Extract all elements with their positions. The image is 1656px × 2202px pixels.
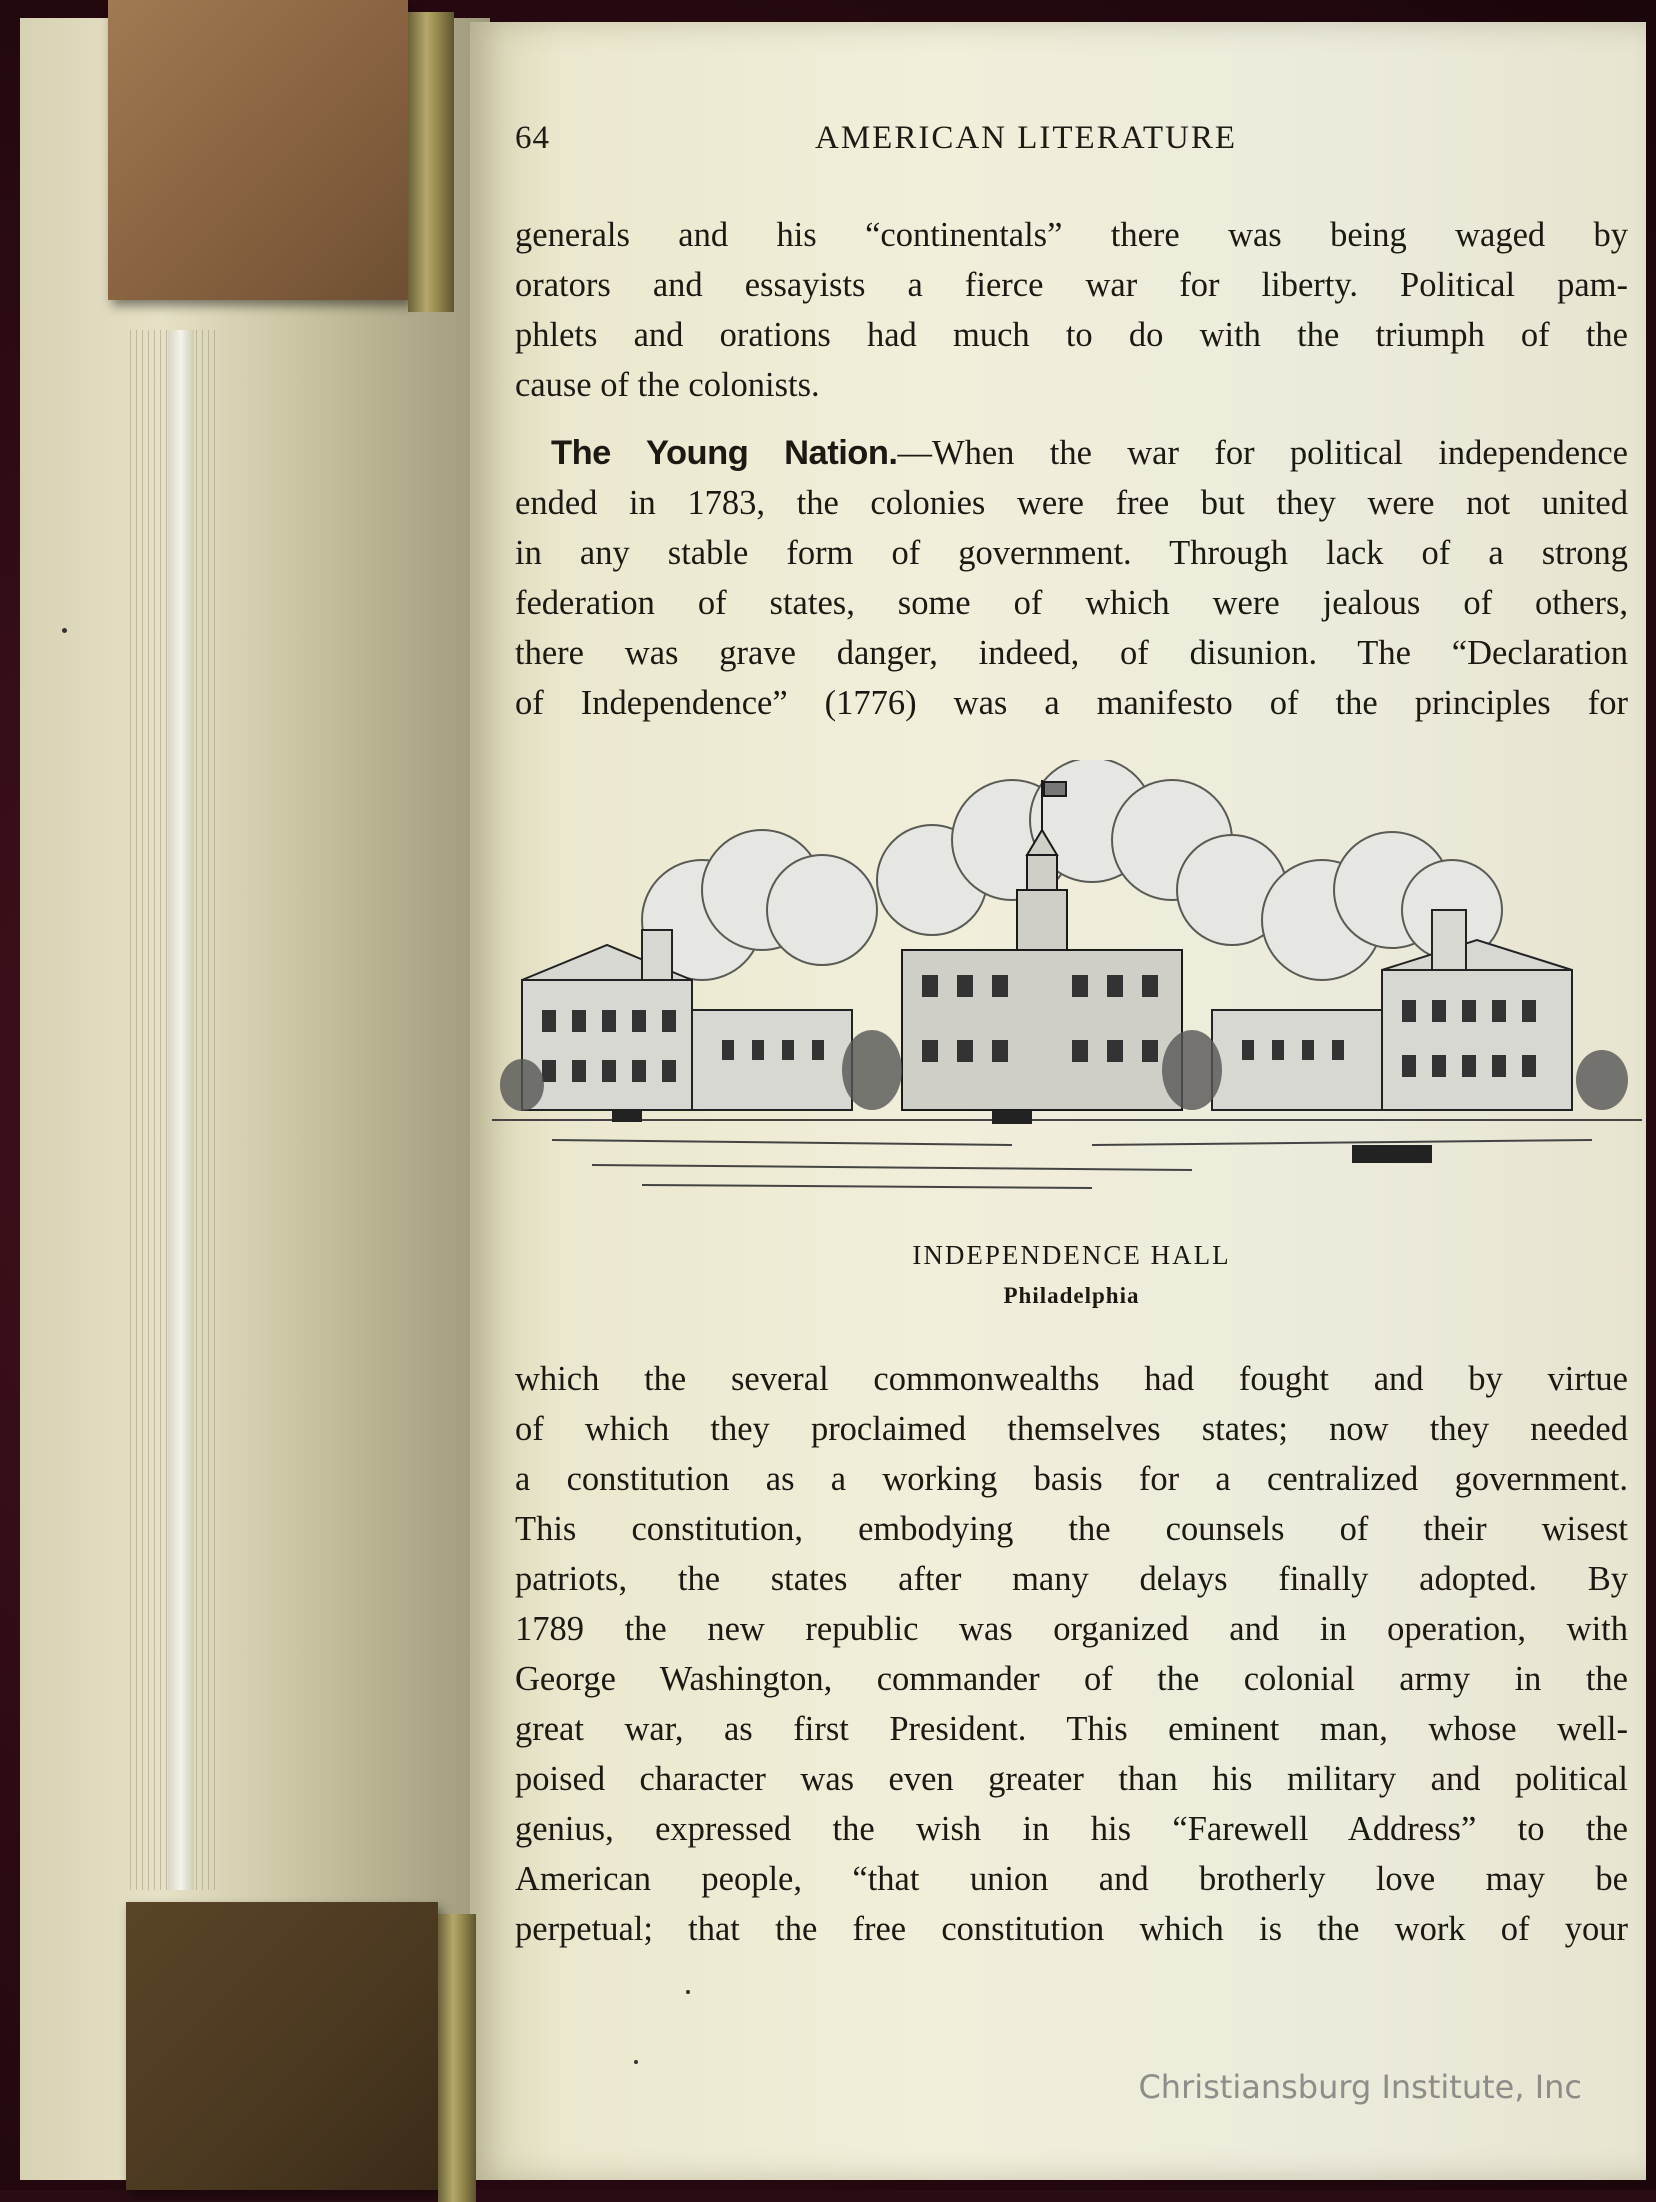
text-line: generals and his “continentals” there was being waged by [515, 216, 1628, 254]
watermark: Christiansburg Institute, Inc [1138, 2068, 1582, 2106]
text-line: a constitution as a working basis for a centralized government. [515, 1460, 1628, 1498]
book-page-stack [20, 18, 490, 2180]
text-line: George Washington, commander of the colonial army in the [515, 1660, 1628, 1698]
page-number: 64 [515, 120, 550, 156]
text-line: American people, “that union and brotherly love may be [515, 1860, 1628, 1898]
text-line: genius, expressed the wish in his “Farewell Address” to the [515, 1810, 1628, 1848]
text-line: federation of states, some of which were jealous of others, [515, 584, 1628, 622]
text-line: there was grave danger, indeed, of disunion. The “Declaration [515, 634, 1628, 672]
text-line: 1789 the new republic was organized and in operation, with [515, 1610, 1628, 1648]
text-line: great war, as first President. This eminent man, whose well- [515, 1710, 1628, 1748]
text-line: ended in 1783, the colonies were free but they were not united [515, 484, 1628, 522]
text-line: poised character was even greater than his military and political [515, 1760, 1628, 1798]
book-weight-bottom [126, 1902, 438, 2190]
paragraph-2 [515, 428, 1628, 728]
text-line: of which they proclaimed themselves states; now they needed [515, 1410, 1628, 1448]
text-line [515, 428, 1628, 478]
book-title: AMERICAN LITERATURE [815, 120, 1238, 156]
section-heading: The Young Nation. [551, 434, 898, 472]
text-line-rest: —When the war for political independence [897, 434, 1628, 472]
text-line: This constitution, embodying the counsels of their wisest [515, 1510, 1628, 1548]
running-head [515, 120, 1635, 170]
text-line: patriots, the states after many delays finally adopted. By [515, 1560, 1628, 1598]
text-line: phlets and orations had much to do with the triumph of the [515, 316, 1628, 354]
page-edge-strip [168, 330, 194, 1890]
text-line: of Independence” (1776) was a manifesto of the principles for [515, 684, 1628, 722]
text-line: which the several commonwealths had fought and by virtue [515, 1360, 1628, 1398]
text-line: orators and essayists a fierce war for liberty. Political pam- [515, 266, 1628, 304]
text-line: in any stable form of government. Through lack of a strong [515, 534, 1628, 572]
illustration-caption-subtitle: Philadelphia [1003, 1283, 1140, 1308]
paragraph-3 [515, 1354, 1628, 1954]
carriages [612, 1110, 1432, 1163]
book-weight-top [108, 0, 408, 300]
speck [686, 1990, 690, 1994]
street [492, 1120, 1642, 1188]
independence-hall-illustration [492, 760, 1642, 1210]
illustration-caption-title: INDEPENDENCE HALL [912, 1240, 1231, 1270]
speck [62, 628, 67, 633]
text-line: cause of the colonists. [515, 366, 820, 404]
paragraph-1 [515, 210, 1628, 410]
tree-clouds [642, 760, 1502, 980]
text-line: perpetual; that the free constitution which is the work of your [515, 1910, 1628, 1948]
speck [634, 2060, 638, 2064]
